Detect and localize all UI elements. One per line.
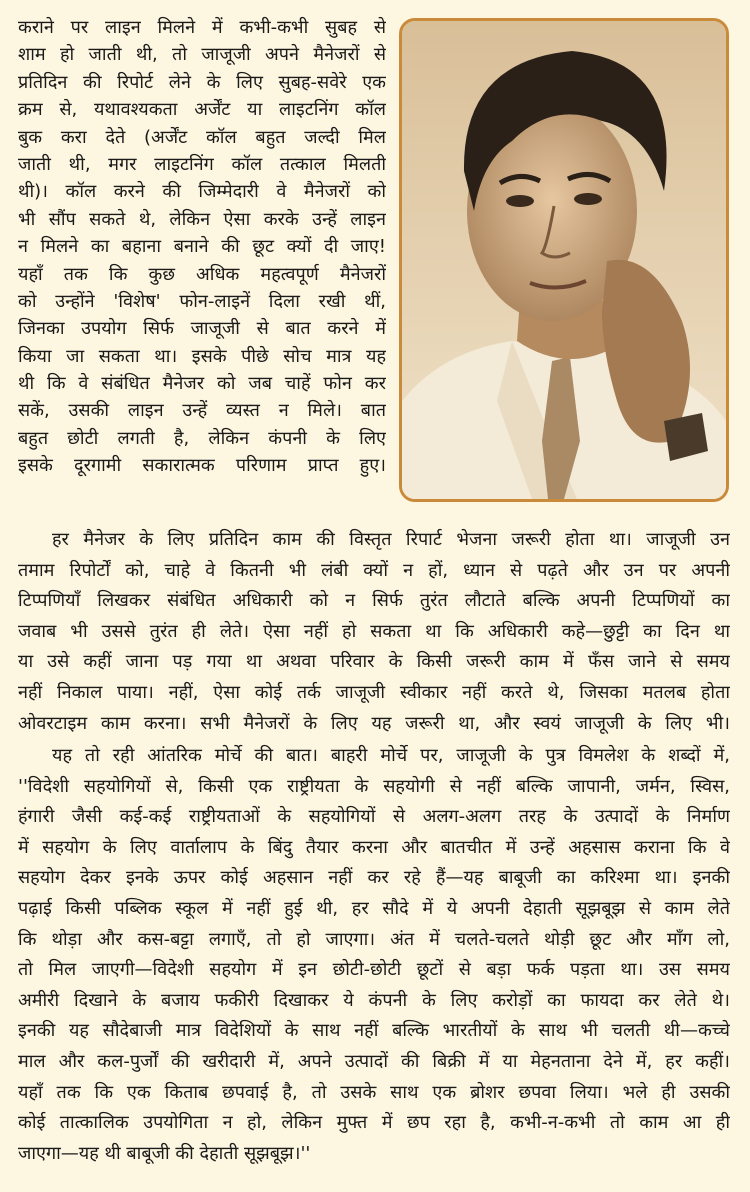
text-line: या उसे कहीं जाना पड़ गया था अथवा परिवार के किसी जरूरी काम में फँस जाने से समय	[18, 651, 730, 673]
text-line: जाती थी, मगर लाइटनिंग कॉल तत्काल मिलती	[18, 153, 386, 175]
column-text-block	[18, 14, 386, 480]
text-line: सकें, उसकी लाइन उन्हें व्यस्त न मिले। बात	[18, 400, 386, 422]
paragraph-2	[18, 741, 730, 1169]
portrait-photo	[399, 18, 729, 502]
text-line: नहीं निकाल पाया। नहीं, ऐसा कोई तर्क जाजूजी स्वीकार नहीं करते थे, जिसका मतलब होता	[18, 681, 730, 703]
text-line: थी)। कॉल करने की जिम्मेदारी वे मैनेजरों को	[18, 181, 386, 203]
text-line: कि थोड़ा और कस-बट्टा लगाएँ, तो हो जाएगा। अंत में चलते-चलते थोड़ी छूट और माँग लो,	[18, 928, 730, 950]
text-line: न मिलने का बहाना बनाने की छूट क्यों दी जाए!	[18, 236, 386, 258]
text-line: टिप्पणियाँ लिखकर संबंधित अधिकारी को न सिर्फ तुरंत लौटाते बल्कि अपनी टिप्पणियों का	[18, 590, 730, 612]
text-line: हंगारी जैसी कई-कई राष्ट्रीयताओं के सहयोगियों से अलग-अलग तरह के उत्पादों के निर्माण	[18, 806, 730, 828]
text-line: कोई तात्कालिक उपयोगिता न हो, लेकिन मुफ्त में छप रहा है, कभी-न-कभी तो काम आ ही	[18, 1112, 730, 1134]
text-line: बहुत छोटी लगती है, लेकिन कंपनी के लिए	[18, 427, 386, 449]
text-line: अमीरी दिखाने के बजाय फकीरी दिखाकर ये कंपनी के लिए करोड़ों का फायदा कर लेते थे।	[18, 989, 730, 1011]
text-line: जवाब भी उससे तुरंत ही लेते। ऐसा नहीं हो सकता था कि अधिकारी कहे—छुट्टी का दिन था	[18, 620, 730, 642]
text-line: भी सौंप सकते थे, लेकिन ऐसा करके उन्हें लाइन	[18, 208, 386, 230]
text-line: ओवरटाइम काम करना। सभी मैनेजरों के लिए यह जरूरी था, और स्वयं जाजूजी के लिए भी।	[18, 712, 730, 734]
text-line: यह तो रही आंतरिक मोर्चे की बात। बाहरी मोर्चे पर, जाजूजी के पुत्र विमलेश के शब्दों में,	[52, 745, 730, 766]
text-line: प्रतिदिन की रिपोर्ट लेने के लिए सुबह-सवेरे एक	[18, 71, 386, 93]
text-line: सहयोग देकर इनके ऊपर कोई अहसान नहीं कर रहे हैं—यह बाबूजी का करिश्मा था। इनकी	[18, 867, 730, 889]
text-line: तमाम रिपोर्टों को, चाहे वे कितनी भी लंबी क्यों न हों, ध्यान से पढ़ते और उन पर अपनी	[18, 559, 730, 581]
text-line: यहाँ तक कि एक किताब छपवाई है, तो उसके साथ एक ब्रोशर छपवा लिया। भले ही उसकी	[18, 1081, 730, 1103]
text-line: शाम हो जाती थी, तो जाजूजी अपने मैनेजरों से	[18, 44, 386, 66]
text-line: हर मैनेजर के लिए प्रतिदिन काम की विस्तृत रिपार्ट भेजना जरूरी होता था। जाजूजी उन	[52, 529, 730, 550]
text-line: को उन्होंने 'विशेष' फोन-लाइनें दिला रखी थीं,	[18, 290, 386, 312]
text-line: किया जा सकता था। इसके पीछे सोच मात्र यह	[18, 345, 386, 367]
text-line: क्रम से, यथावश्यकता अर्जेंट या लाइटनिंग कॉल	[18, 99, 386, 121]
text-line: यहाँ तक कि कुछ अधिक महत्वपूर्ण मैनेजरों	[18, 263, 386, 285]
text-line: जाएगा—यह थी बाबूजी की देहाती सूझबूझ।''	[18, 1142, 311, 1164]
text-line: माल और कल-पुर्जों की खरीदारी में, अपने उत्पादों की बिक्री में या मेहनताना देने में, हर कहीं।	[18, 1050, 730, 1072]
text-line: जिनका उपयोग सिर्फ जाजूजी से बात करने में	[18, 318, 386, 340]
text-line: कराने पर लाइन मिलने में कभी-कभी सुबह से	[18, 17, 386, 38]
text-line: ''विदेशी सहयोगियों से, किसी एक राष्ट्रीयता के सहयोगी से नहीं बल्कि जापानी, जर्मन, स्विस,	[18, 775, 730, 797]
text-line: तो मिल जाएगी—विदेशी सहयोग में इन छोटी-छोटी छूटों से बड़ा फर्क पड़ता था। उस समय	[18, 959, 730, 981]
text-line: बुक करा देते (अर्जेंट कॉल बहुत जल्दी मिल	[18, 126, 386, 148]
text-line: थी कि वे संबंधित मैनेजर को जब चाहें फोन कर	[18, 373, 386, 395]
text-line: पढ़ाई किसी पब्लिक स्कूल में नहीं हुई थी, हर सौदे में ये अपनी देहाती सूझबूझ से काम लेते	[18, 897, 730, 919]
text-line: इसके दूरगामी सकारात्मक परिणाम प्राप्त हुए।	[18, 455, 386, 477]
paragraph-1	[18, 525, 730, 739]
text-line: में सहयोग के लिए वार्तालाप के बिंदु तैयार करना और बातचीत में उन्हें अहसास कराना कि वे	[18, 836, 730, 858]
portrait-illustration	[402, 21, 726, 499]
text-line: इनकी यह सौदेबाजी मात्र विदेशियों के साथ नहीं बल्कि भारतीयों के साथ भी चलती थी—कच्चे	[18, 1020, 730, 1042]
